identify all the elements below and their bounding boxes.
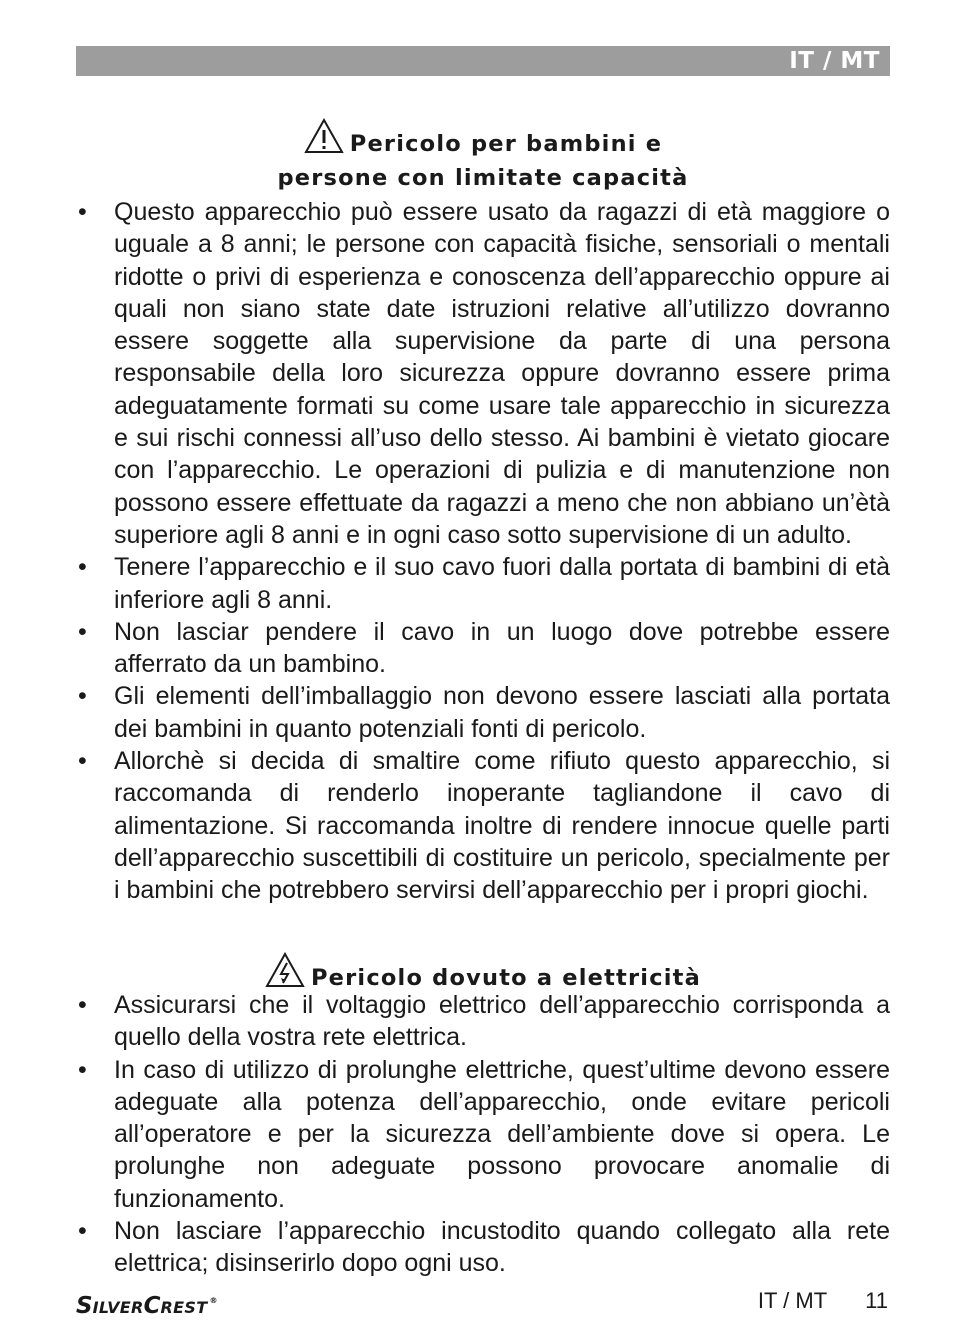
bullet-icon: • [78, 617, 87, 646]
list-item [76, 551, 890, 616]
list-item [76, 680, 890, 745]
electricity-safety-list [76, 989, 890, 1280]
bullet-icon: • [78, 747, 87, 776]
footer-page-info [758, 1288, 888, 1314]
list-item [76, 1215, 890, 1280]
registered-mark: ® [209, 1296, 218, 1305]
list-item-text: Allorchè si decida di smaltire come rifiuto questo apparecchio, si raccomanda di renderlo inoperante tagliandone il cavo di alimentazione. Si raccomanda inoltre di rendere innocue quelle parti dell’apparecchio suscettibili di costituire un pericolo, specialmente per i bambini che potrebbero servirsi dell’apparecchio per i propri giochi. [114, 747, 890, 905]
section-title-children [76, 118, 890, 198]
section-title-line-2: persone con limitate capacità [277, 165, 689, 191]
list-item-text: Tenere l’apparecchio e il suo cavo fuori dalla portata di bambini di età inferiore agli 8 anni. [114, 553, 890, 614]
list-item-text: Assicurarsi che il voltaggio elettrico dell’apparecchio corrisponda a quello della vostra rete elettrica. [114, 991, 890, 1052]
logo-letter-s: S [76, 1293, 93, 1319]
bullet-icon: • [78, 198, 87, 226]
header-language-label: IT / MT [789, 48, 880, 74]
list-item-text: Non lasciar pendere il cavo in un luogo dove potrebbe essere afferrato da un bambino. [114, 617, 890, 679]
bullet-icon: • [78, 991, 87, 1019]
header-bar [76, 46, 890, 76]
logo-letters-ilver: ILVER [92, 1298, 144, 1317]
footer-language-label: IT / MT [757, 1288, 828, 1313]
list-item [76, 1054, 890, 1215]
logo-letters-rest: REST [160, 1298, 208, 1317]
logo-letter-c: C [143, 1293, 161, 1319]
section-title-line-1 [76, 118, 890, 158]
bullet-icon: • [78, 1217, 87, 1246]
electric-hazard-icon [265, 952, 305, 988]
list-item-text: Non lasciare l’apparecchio incustodito quando collegato alla rete elettrica; disinserirlo dopo ogni uso. [114, 1217, 890, 1278]
section-title-line-1 [76, 952, 890, 992]
list-item [76, 616, 890, 681]
children-safety-list [76, 196, 890, 907]
bullet-icon: • [78, 1055, 87, 1084]
section-title-text-1: Pericolo per bambini e [349, 131, 663, 157]
list-item [76, 196, 890, 551]
list-item [76, 745, 890, 906]
section-title-electricity [76, 952, 890, 992]
section-title-text-1: Pericolo dovuto a elettricità [310, 965, 701, 991]
warning-triangle-icon [304, 118, 344, 154]
list-item [76, 989, 890, 1054]
brand-logo [76, 1288, 218, 1319]
page-number: 11 [865, 1288, 888, 1313]
bullet-icon: • [78, 553, 87, 582]
bullet-icon: • [78, 682, 87, 711]
list-item-text: In caso di utilizzo di prolunghe elettriche, quest’ultime devono essere adeguate alla potenza dell’apparecchio, onde evitare pericoli all’operatore e per la sicurezza dell’ambiente dove si opera. Le prolunghe non adeguate possono provocare anomalie di funzionamento. [114, 1055, 890, 1213]
list-item-text: Gli elementi dell’imballaggio non devono essere lasciati alla portata dei bambini in quanto potenziali fonti di pericolo. [114, 682, 890, 743]
list-item-text: Questo apparecchio può essere usato da ragazzi di età maggiore o uguale a 8 anni; le persone con capacità fisiche, sensoriali o mentali ridotte o privi di esperienza e conoscenza dell’apparecchio oppure ai quali non siano state date istruzioni relative all’utilizzo dovranno essere soggette alla supervisione da parte di una persona responsabile della loro sicurezza oppure dovranno essere prima adeguatamente formati su come usare tale apparecchio in sicurezza e sui rischi connessi all’uso dello stesso. Ai bambini è vietato giocare con l’apparecchio. Le operazioni di pulizia e di manutenzione non possono essere effettuate da ragazzi a meno che non abbiano un’ètà superiore agli 8 anni e in ogni caso sotto supervisione di un adulto. [114, 198, 890, 549]
